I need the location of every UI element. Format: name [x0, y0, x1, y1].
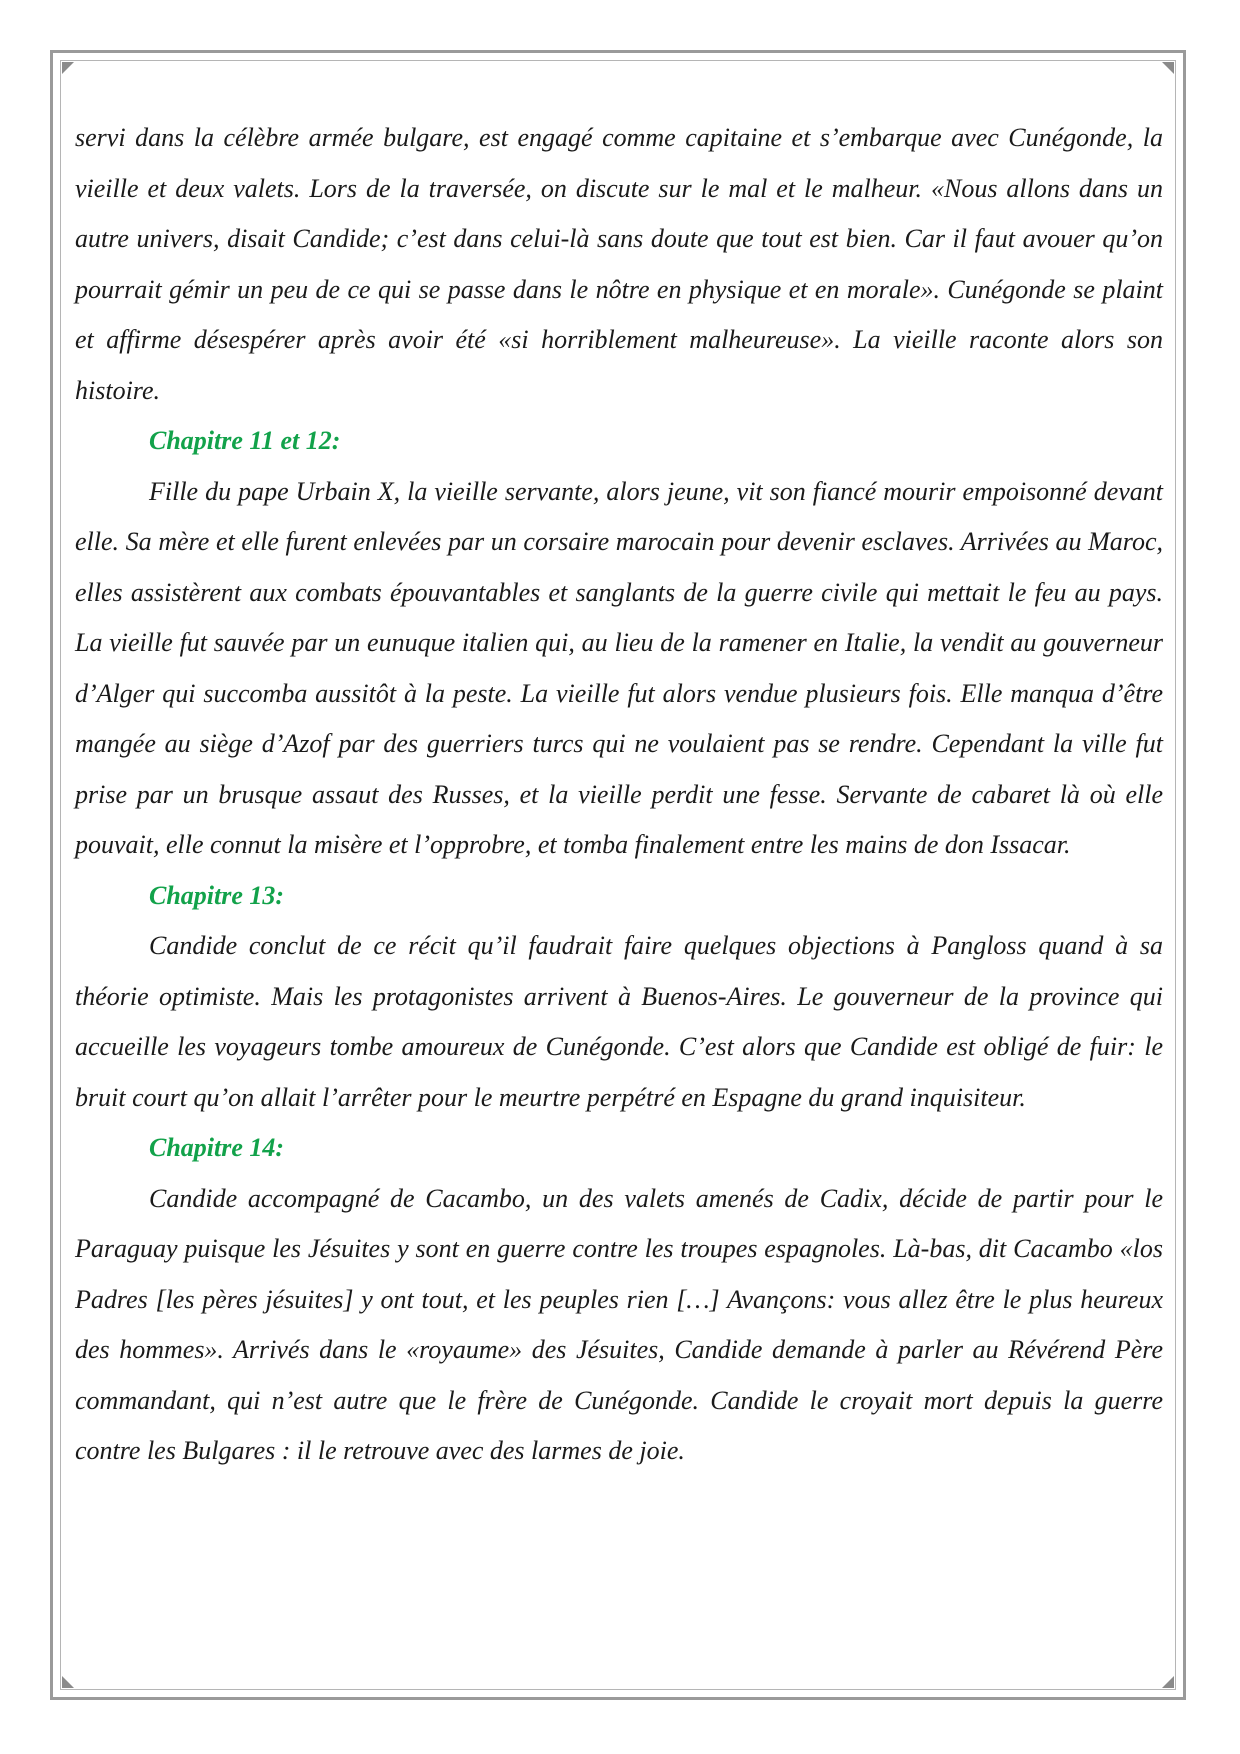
chapter-13-paragraph: Candide conclut de ce récit qu’il faudrait faire quelques objections à Pangloss quand à sa théorie optimiste. Mais les protagonistes arrivent à Buenos-Aires. Le gouverneur de la province qui accueille les voyageurs tombe amoureux de Cunégonde. C’est alors que Candide est obligé de fuir: le bruit court qu’on allait l’arrêter pour le meurtre perpétré en Espagne du grand inquisiteur. — [75, 931, 1163, 1112]
chapter-14-paragraph: Candide accompagné de Cacambo, un des valets amenés de Cadix, décide de partir pour le Paraguay puisque les Jésuites y sont en guerre contre les troupes espagnoles. Là-bas, dit Cacambo «los Padres [les pères jésuites] y ont tout, et les peuples rien […] Avançons: vous allez être le plus heureux des hommes». Arrivés dans le «royaume» des Jésuites, Candide demande à parler au Révérend Père commandant, qui n’est autre que le frère de Cunégonde. Candide le croyait mort depuis la guerre contre les Bulgares : il le retrouve avec des larmes de joie. — [75, 1183, 1163, 1465]
chapter-11-12-paragraph: Fille du pape Urbain X, la vieille servante, alors jeune, vit son fiancé mourir empoisonné devant elle. Sa mère et elle furent enlevées par un corsaire marocain pour devenir esclaves. Arrivées au Maroc, elles assistèrent aux combats épouvantables et sanglants de la guerre civile qui mettait le feu au pays. La vieille fut sauvée par un eunuque italien qui, au lieu de la ramener en Italie, la vendit au gouverneur d’Alger qui succomba aussitôt à la peste. La vieille fut alors vendue plusieurs fois. Elle manqua d’être mangée au siège d’Azof par des guerriers turcs qui ne voulaient pas se rendre. Cependant la ville fut prise par un brusque assaut des Russes, et la vieille perdit une fesse. Servante de cabaret là où elle pouvait, elle connut la misère et l’opprobre, et tomba finalement entre les mains de don Issacar. — [75, 476, 1163, 859]
corner-ornament-bottom-left — [62, 1676, 74, 1688]
chapter-11-12-heading: Chapitre 11 et 12: — [149, 426, 341, 455]
corner-ornament-top-left — [62, 62, 74, 74]
corner-ornament-top-right — [1162, 62, 1174, 74]
chapter-13-heading: Chapitre 13: — [149, 880, 285, 910]
chapter-14-heading: Chapitre 14: — [149, 1133, 285, 1162]
intro-paragraph: servi dans la célèbre armée bulgare, est engagé comme capitaine et s’embarque avec Cunégonde, la vieille et deux valets. Lors de la traversée, on discute sur le mal et le malheur. «Nous allons dans un autre univers, disait Candide; c’est dans celui-là sans doute que tout est bien. Car il faut avouer qu’on pourrait gémir un peu de ce qui se passe dans le nôtre en physique et en morale». Cunégonde se plaint et affirme désespérer après avoir été «si horriblement malheureuse». La vieille raconte alors son histoire. — [75, 123, 1163, 405]
corner-ornament-bottom-right — [1162, 1676, 1174, 1688]
document-body — [75, 113, 1163, 1477]
